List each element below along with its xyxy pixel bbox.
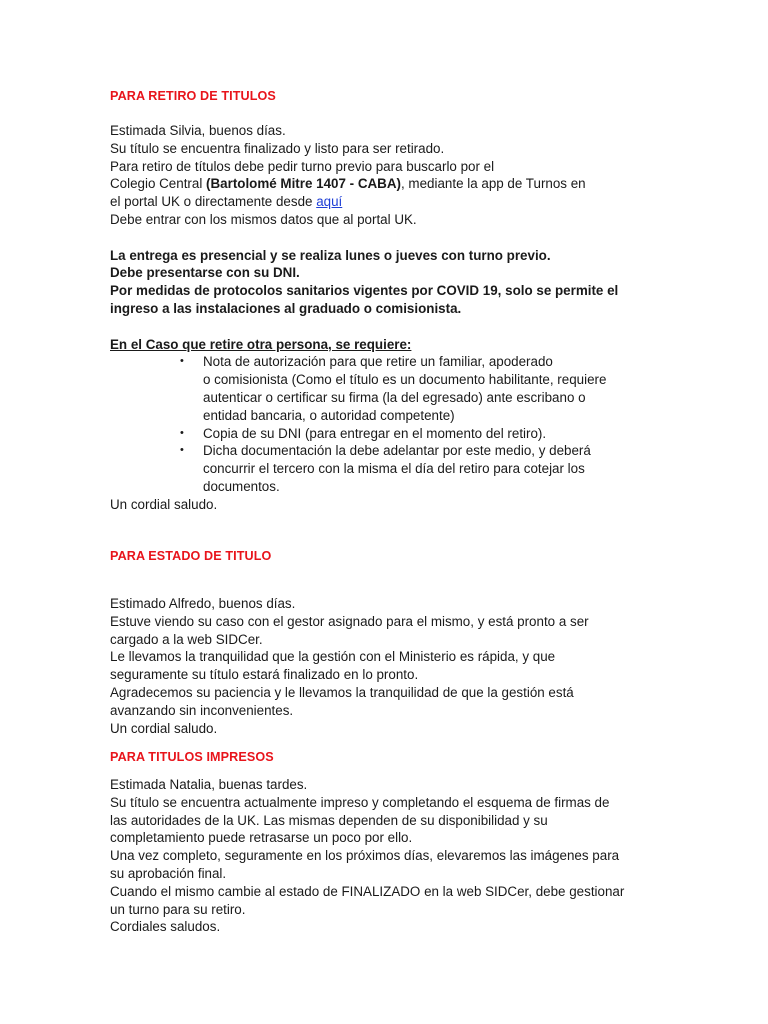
text: , mediante la app de Turnos en xyxy=(400,176,586,192)
paragraph-line: seguramente su título estará finalizado en lo pronto. xyxy=(110,667,419,683)
paragraph-line: Estimada Natalia, buenas tardes. xyxy=(110,777,308,792)
requirements-subheading: En el Caso que retire otra persona, se requiere: xyxy=(110,336,412,352)
list-item-line: documentos. xyxy=(203,478,280,494)
aqui-link[interactable]: aquí xyxy=(316,194,343,210)
paragraph-line: Estimado Alfredo, buenos días. xyxy=(110,596,296,611)
paragraph-line: Cuando el mismo cambie al estado de FINALIZADO en la web SIDCer, debe gestionar xyxy=(110,883,625,899)
paragraph-line: Una vez completo, seguramente en los próximos días, elevaremos las imágenes para xyxy=(110,848,620,864)
list-item-line: concurrir el tercero con la misma el día del retiro para cotejar los xyxy=(203,461,585,477)
list-item-line: Nota de autorización para que retire un familiar, apoderado xyxy=(203,354,553,370)
section-heading-estado: PARA ESTADO DE TITULO xyxy=(110,549,272,563)
paragraph-line: completamiento puede retrasarse un poco por ello. xyxy=(110,830,413,846)
text: el portal UK o directamente desde xyxy=(110,194,317,210)
paragraph-line: Le llevamos la tranquilidad que la gestión con el Ministerio es rápida, y que xyxy=(110,649,556,665)
requirements-list xyxy=(110,353,670,495)
bullet-icon: • xyxy=(180,444,184,457)
list-item xyxy=(110,425,670,443)
section-body-retiro xyxy=(110,122,670,514)
bullet-icon: • xyxy=(180,426,184,439)
paragraph-line: un turno para su retiro. xyxy=(110,901,246,917)
paragraph-line xyxy=(110,175,670,193)
closing-line: Cordiales saludos. xyxy=(110,919,221,935)
paragraph-line: Para retiro de títulos debe pedir turno previo para buscarlo por el xyxy=(110,158,495,174)
paragraph-line: Su título se encuentra actualmente impreso y completando el esquema de firmas de xyxy=(110,794,610,810)
section-body-impresos xyxy=(110,776,670,936)
bold-notice-line: Por medidas de protocolos sanitarios vigentes por COVID 19, solo se permite el xyxy=(110,283,619,299)
closing-line: Un cordial saludo. xyxy=(110,496,218,512)
paragraph-line: Agradecemos su paciencia y le llevamos la tranquilidad de que la gestión está xyxy=(110,684,574,700)
paragraph-line: cargado a la web SIDCer. xyxy=(110,631,263,647)
list-item xyxy=(110,442,670,495)
paragraph-line: Su título se encuentra finalizado y listo para ser retirado. xyxy=(110,140,445,156)
section-heading-impresos: PARA TITULOS IMPRESOS xyxy=(110,750,274,764)
paragraph-line: Estuve viendo su caso con el gestor asignado para el mismo, y está pronto a ser xyxy=(110,613,589,629)
bold-notice-line: Debe presentarse con su DNI. xyxy=(110,265,300,281)
list-item-line: entidad bancaria, o autoridad competente) xyxy=(203,407,455,423)
list-item-line: Dicha documentación la debe adelantar por este medio, y deberá xyxy=(203,443,591,459)
greeting: Estimada Silvia, buenos días. xyxy=(110,123,286,138)
text: Colegio Central xyxy=(110,176,207,192)
section-heading-retiro: PARA RETIRO DE TITULOS xyxy=(110,89,276,103)
closing-line: Un cordial saludo. xyxy=(110,720,218,736)
paragraph-line: su aprobación final. xyxy=(110,865,227,881)
list-item xyxy=(110,353,670,424)
bold-notice-line: ingreso a las instalaciones al graduado o comisionista. xyxy=(110,300,462,316)
paragraph-line xyxy=(110,193,670,211)
bold-notice-line: La entrega es presencial y se realiza lunes o jueves con turno previo. xyxy=(110,247,551,263)
list-item-line: autenticar o certificar su firma (la del egresado) ante escribano o xyxy=(203,389,586,405)
section-body-estado xyxy=(110,595,670,737)
paragraph-line: las autoridades de la UK. Las mismas dependen de su disponibilidad y su xyxy=(110,812,548,828)
list-item-line: o comisionista (Como el título es un documento habilitante, requiere xyxy=(203,372,607,388)
paragraph-line: avanzando sin inconvenientes. xyxy=(110,702,294,718)
bullet-icon: • xyxy=(180,355,184,368)
list-item-line: Copia de su DNI (para entregar en el momento del retiro). xyxy=(203,425,547,441)
address-bold: (Bartolomé Mitre 1407 - CABA) xyxy=(206,176,401,192)
paragraph-line: Debe entrar con los mismos datos que al portal UK. xyxy=(110,211,417,227)
